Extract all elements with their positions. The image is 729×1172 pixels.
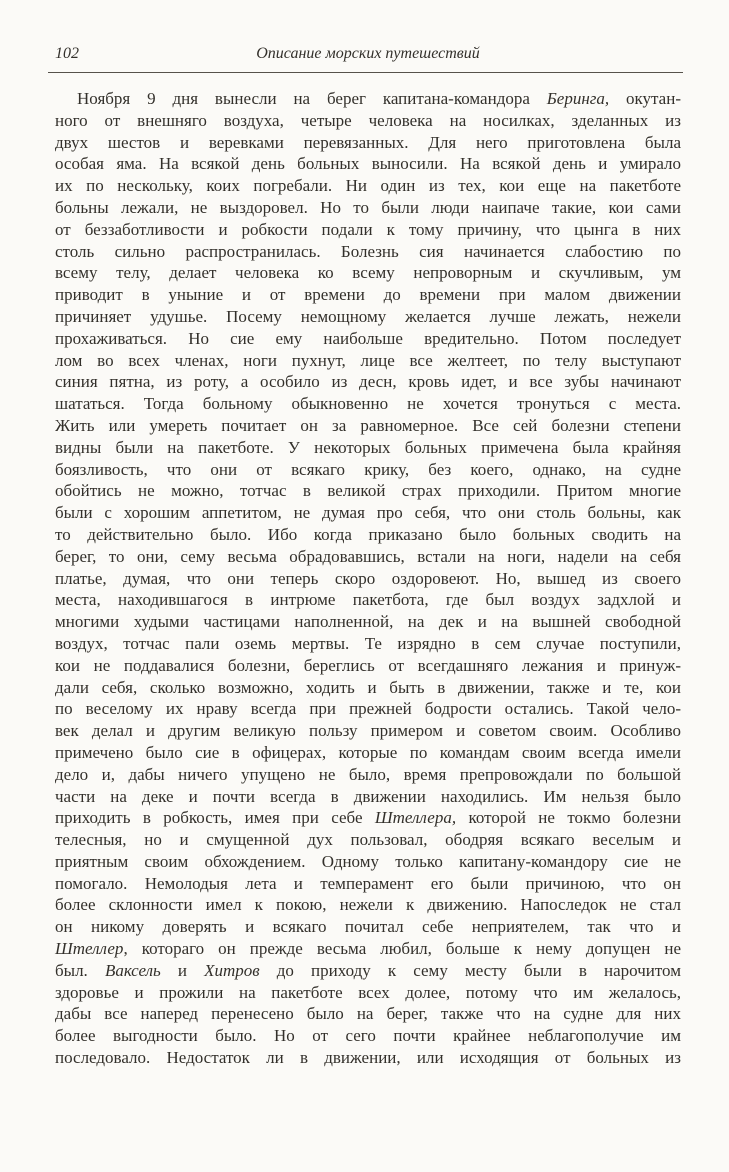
text-line xyxy=(55,284,681,306)
emphasized-name: Штеллер xyxy=(55,939,124,959)
text-run: платье, думая, что они теперь скоро оздоровеют. Но, вышед из своего xyxy=(55,568,681,588)
text-run: всему телу, делает человека ко всему непроворным и скучливым, ум xyxy=(55,263,681,283)
text-run: синия пятна, из роту, а особило из десн, кровь идет, и все зубы начинают xyxy=(55,372,681,392)
text-line xyxy=(55,306,681,328)
emphasized-name: Беринга, xyxy=(546,89,610,108)
text-line xyxy=(55,589,681,611)
text-line xyxy=(55,371,681,393)
text-line xyxy=(55,328,681,350)
text-run: приходить в робкость, имея при себе xyxy=(55,808,375,828)
text-run: части на деке и почти всегда в движении находились. Им нельзя было xyxy=(55,786,681,806)
text-run: берег, то они, сему весьма обрадовавшись, встали на ноги, надели на себя xyxy=(55,546,681,566)
text-line xyxy=(55,1047,681,1069)
text-line xyxy=(55,633,681,655)
text-line xyxy=(55,960,681,982)
emphasized-name: Хитров xyxy=(204,960,260,980)
text-run: по веселому их нраву всегда при прежней бодрости остались. Такой чело- xyxy=(55,699,681,719)
text-line xyxy=(55,720,681,742)
text-run: век делал и другим великую пользу примером и советом своим. Особливо xyxy=(55,721,681,741)
body-paragraph xyxy=(55,88,681,1069)
text-line xyxy=(55,829,681,851)
text-line xyxy=(55,219,681,241)
text-run: более склонности имел к покою, нежели к движению. Напоследок не стал xyxy=(55,895,681,915)
text-run: кои не поддавалися болезни, береглись от всегдашняго лежания и принуж- xyxy=(55,655,681,675)
text-run: видны были на пакетботе. У некоторых больных примечена была крайняя xyxy=(55,437,681,457)
text-line xyxy=(55,698,681,720)
text-line xyxy=(55,655,681,677)
text-run: многими худыми частицами наполненной, на дек и на вышней свободной xyxy=(55,612,681,632)
text-run: места, находившагося в интрюме пакетбота, где был воздух задхлой и xyxy=(55,590,681,610)
text-run: , котораго он прежде весьма любил, больше к нему допущен не xyxy=(123,939,681,959)
text-run: от беззаботливости и робкости подали к тому причину, что цынга в них xyxy=(55,219,681,239)
text-line xyxy=(55,415,681,437)
emphasized-name: Штеллера, xyxy=(374,808,457,828)
text-run: Жить или умереть почитает он за равномерное. Все сей болезни степени xyxy=(55,415,681,435)
text-run: окутан- xyxy=(609,89,681,108)
text-line xyxy=(55,175,681,197)
text-line xyxy=(55,1025,681,1047)
text-line xyxy=(55,197,681,219)
text-run: был. xyxy=(55,960,105,980)
text-line xyxy=(55,873,681,895)
text-run: которой не токмо болезни xyxy=(456,808,681,828)
page-number: 102 xyxy=(55,45,79,62)
text-run: здоровье и прожили на пакетботе всех долее, потому что им желалось, xyxy=(55,982,681,1002)
text-run: прохаживаться. Но сие ему наибольше вредительно. Потом последует xyxy=(55,328,681,348)
text-line xyxy=(55,502,681,524)
text-run: телесныя, но и смущенной дух пользовал, ободряя всякаго веселым и xyxy=(55,830,681,850)
text-line xyxy=(55,1003,681,1025)
running-title: Описание морских путешествий xyxy=(256,45,480,62)
header-rule xyxy=(48,72,683,73)
text-line xyxy=(55,110,681,132)
text-line xyxy=(55,524,681,546)
text-run: воздух, тотчас пали оземь мертвы. Те изрядно в сем случае поступили, xyxy=(55,633,681,653)
text-line xyxy=(55,480,681,502)
text-run: шататься. Тогда больному обыкновенно не хочется тронуться с места. xyxy=(55,394,681,414)
text-line xyxy=(55,677,681,699)
text-line xyxy=(55,807,681,829)
text-run: помогало. Немолодыя лета и темперамент его были причиною, что он xyxy=(55,873,681,893)
text-line xyxy=(55,764,681,786)
page-header xyxy=(55,44,681,68)
text-run: дело и, дабы ничего упущено не было, время препровождали по большой xyxy=(55,764,681,784)
text-line xyxy=(55,262,681,284)
text-line xyxy=(55,916,681,938)
text-line xyxy=(55,851,681,873)
text-line xyxy=(55,459,681,481)
text-run: лом во всех членах, ноги пухнут, лице все желтеет, по телу выступают xyxy=(55,350,681,370)
text-run: и xyxy=(160,960,205,980)
text-run: то действительно было. Ибо когда приказано было больных сводить на xyxy=(55,524,681,544)
text-run: приводит в уныние и от времени до времени при малом движении xyxy=(55,285,681,305)
text-run: дали себя, сколько возможно, ходить и быть в движении, также и те, кои xyxy=(55,677,681,697)
text-line xyxy=(55,742,681,764)
emphasized-name: Ваксель xyxy=(104,960,161,980)
text-run: особая яма. На всякой день больных выносили. На всякой день и умирало xyxy=(55,154,681,174)
text-line xyxy=(55,437,681,459)
text-line xyxy=(55,982,681,1004)
text-run: двух шестов и веревками перевязанных. Для него приготовлена была xyxy=(55,132,681,152)
text-line xyxy=(55,393,681,415)
text-line xyxy=(55,611,681,633)
text-run: Ноября 9 дня вынесли на берег капитана-командора xyxy=(77,89,547,108)
text-run: примечено было сие в офицерах, которые по командам своим всегда имели xyxy=(55,742,681,762)
text-line xyxy=(55,88,681,110)
text-line xyxy=(55,894,681,916)
text-run: боязливость, что они от всякаго крику, без коего, однако, на судне xyxy=(55,459,681,479)
text-run: более выгодности было. Но от сего почти крайнее неблагополучие им xyxy=(55,1026,681,1046)
text-run: причиняет удушье. Посему немощному желается лучше лежать, нежели xyxy=(55,306,681,326)
text-run: столь сильно распространилась. Болезнь сия начинается слабостию по xyxy=(55,241,681,261)
text-run: до приходу к сему месту были в нарочитом xyxy=(259,960,681,980)
text-run: последовало. Недостаток ли в движении, или исходящия от больных из xyxy=(55,1048,681,1068)
text-run: он никому доверять и всякаго почитал себе неприятелем, так что и xyxy=(55,917,681,937)
text-run: обойтись не можно, тотчас в великой страх приходили. Притом многие xyxy=(55,481,681,501)
text-line xyxy=(55,546,681,568)
text-run: их по нескольку, коих погребали. Ни один из тех, кои еще на пакетботе xyxy=(55,176,681,196)
text-line xyxy=(55,241,681,263)
text-line xyxy=(55,786,681,808)
text-line xyxy=(55,568,681,590)
text-line xyxy=(55,132,681,154)
text-run: приятным своим обхождением. Одному только капитану-командору сие не xyxy=(55,851,681,871)
text-line xyxy=(55,350,681,372)
text-run: больны лежали, не выздоровел. Но то были люди наипаче такие, кои сами xyxy=(55,197,681,217)
text-run: ного от внешняго воздуха, четыре человека на носилках, зделанных из xyxy=(55,110,681,130)
text-run: дабы все наперед перенесено было на берег, также что на судне для них xyxy=(55,1004,681,1024)
text-run: были с хорошим аппетитом, не думая про себя, что они столь больны, как xyxy=(55,503,681,523)
text-line xyxy=(55,153,681,175)
text-line xyxy=(55,938,681,960)
